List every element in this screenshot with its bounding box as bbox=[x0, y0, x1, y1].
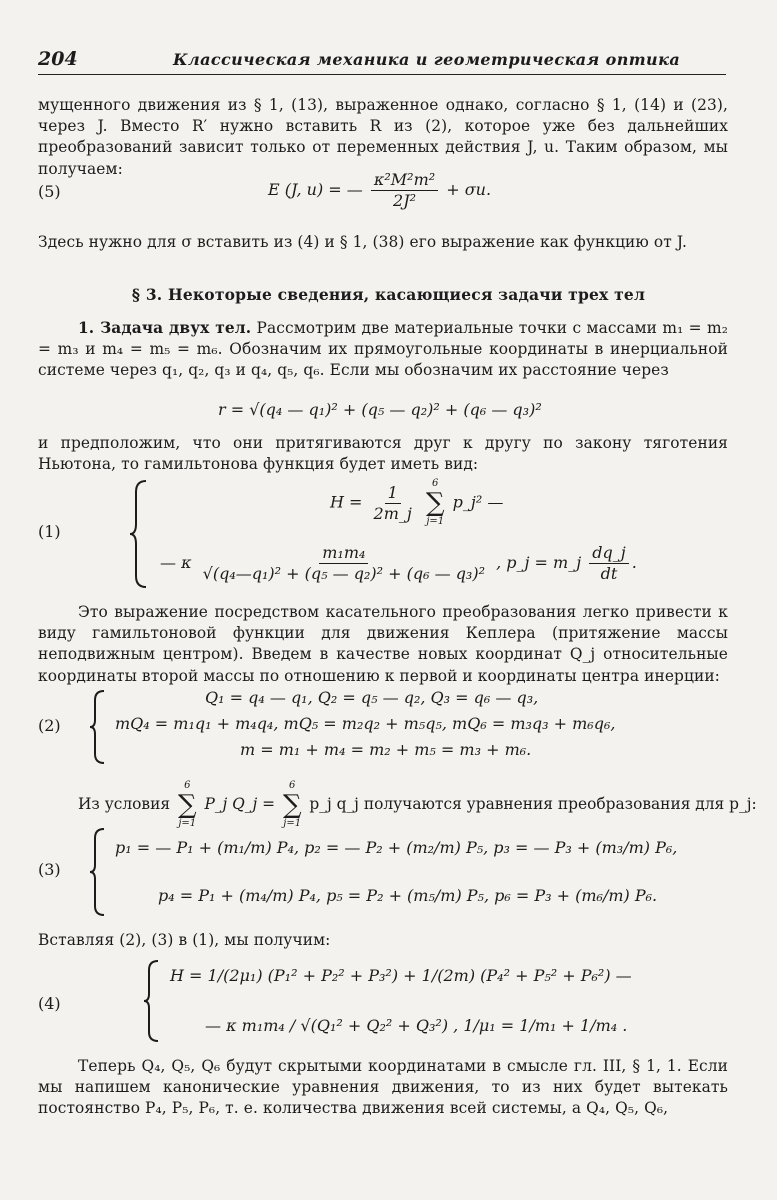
equation-5 bbox=[268, 170, 491, 211]
equation-5-label: (5) bbox=[38, 182, 61, 201]
equation-4-label: (4) bbox=[38, 994, 61, 1013]
equation-2-brace bbox=[88, 688, 108, 766]
equation-1-label: (1) bbox=[38, 522, 61, 541]
eq5-lhs: E (J, u) = — bbox=[268, 180, 363, 199]
equation-1-brace bbox=[128, 478, 150, 590]
subsection-head: 1. Задача двух тел. bbox=[78, 319, 252, 337]
equation-1-line-1: H = $\frac{1}{2m\_j}$ 6 ∑ j=1 p_j² — bbox=[330, 478, 504, 527]
paragraph-two-body-text: Рассмотрим две материальные точки с массами m₁ = m₂ = m₃ и m₄ = m₅ = m₆. Обозначим их прямоугольные координаты в инерциальной системе через q₁, q₂, q₃ и q₄, q₅, q₆. Если мы обозначим их расстояние через bbox=[38, 319, 728, 380]
eq5-tail: + σu. bbox=[446, 180, 492, 199]
equation-r: r = √(q₄ — q₁)² + (q₅ — q₂)² + (q₆ — q₃)² bbox=[218, 400, 542, 419]
equation-3-line-2: p₄ = P₁ + (m₄/m) P₄, p₅ = P₂ + (m₅/m) P₅, p₆ = P₃ + (m₆/m) P₆. bbox=[158, 886, 658, 905]
paragraph-substitute: Вставляя (2), (3) в (1), мы получим: bbox=[38, 931, 331, 949]
paragraph-kepler: Это выражение посредством касательного преобразования легко привести к виду гамильтоновой функции для движения Кеплера (притяжение массы неподвижным центром). Введем в качестве новых координат Q_j относительные координаты второй массы по отношению к первой и координаты центра инерции: bbox=[38, 603, 728, 685]
page-header bbox=[38, 46, 726, 75]
paragraph-sigma: Здесь нужно для σ вставить из (4) и § 1, (38) его выражение как функцию от J. bbox=[38, 233, 687, 251]
equation-2-line-1: Q₁ = q₄ — q₁, Q₂ = q₅ — q₂, Q₃ = q₆ — q₃, bbox=[205, 688, 539, 707]
paragraph-intro: мущенного движения из § 1, (13), выраженное однако, согласно § 1, (14) и (23), через J. Вместо R′ нужно вставить R из (2), которое уже без дальнейших преобразований зависит только от переменных действия J, u. Таким образом, мы получаем: bbox=[38, 96, 728, 178]
equation-3-brace bbox=[88, 826, 108, 918]
equation-4-line-1: H = 1/(2μ₁) (P₁² + P₂² + P₃²) + 1/(2m) (P₄² + P₅² + P₆²) — bbox=[170, 966, 632, 985]
eq5-denominator: 2J² bbox=[393, 191, 417, 210]
running-title: Классическая механика и геометрическая оптика bbox=[173, 50, 681, 69]
paragraph-newton: и предположим, что они притягиваются друг к другу по закону тяготения Ньютона, то гамильтонова функция будет иметь вид: bbox=[38, 434, 728, 474]
equation-2-line-2: mQ₄ = m₁q₁ + m₄q₄, mQ₅ = m₂q₂ + m₅q₅, mQ₆ = m₃q₃ + m₆q₆, bbox=[115, 714, 616, 733]
paragraph-hidden-coordinates: Теперь Q₄, Q₅, Q₆ будут скрытыми координатами в смысле гл. III, § 1, 1. Если мы напишем канонические уравнения движения, то из них будет вытекать постоянство P₄, P₅, P₆, т. е. количества движения всей системы, а Q₄, Q₅, Q₆, bbox=[38, 1057, 728, 1118]
equation-4-brace bbox=[142, 958, 162, 1044]
eq5-numerator: κ²M²m² bbox=[371, 170, 438, 191]
paragraph-two-body bbox=[38, 318, 728, 382]
equation-1-line-2: — κ $\frac{\text{m₁m₄}}{\text{√(q₄—q₁)² + (q₅ — q₂)² + (q₆ — q₃)²}}$ , p_j = m_j $\frac{dq\_j}{dt}$ . bbox=[160, 543, 637, 583]
equation-3-label: (3) bbox=[38, 860, 61, 879]
page-number: 204 bbox=[38, 48, 78, 70]
equation-2-line-3: m = m₁ + m₄ = m₂ + m₅ = m₃ + m₆. bbox=[240, 740, 532, 759]
equation-2-label: (2) bbox=[38, 716, 61, 735]
paragraph-condition: Из условия 6 ∑ j=1 P_j Q_j = 6 ∑ j=1 p_j q_j получаются уравнения преобразования для p_j: bbox=[78, 780, 757, 829]
equation-4-line-2: — κ m₁m₄ / √(Q₁² + Q₂² + Q₃²) , 1/μ₁ = 1/m₁ + 1/m₄ . bbox=[205, 1016, 628, 1035]
section-title: § 3. Некоторые сведения, касающиеся задачи трех тел bbox=[131, 285, 646, 304]
equation-3-line-1: p₁ = — P₁ + (m₁/m) P₄, p₂ = — P₂ + (m₂/m) P₅, p₃ = — P₃ + (m₃/m) P₆, bbox=[115, 838, 678, 857]
